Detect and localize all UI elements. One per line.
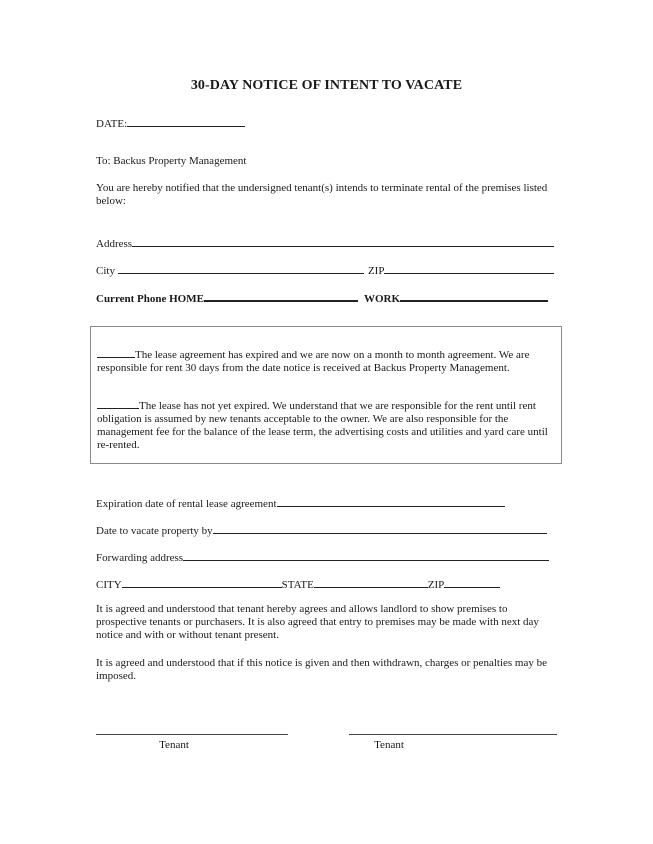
date-row — [96, 116, 245, 131]
expiration-row — [96, 496, 505, 511]
city-label: City — [96, 265, 115, 277]
phone-work-field[interactable] — [400, 290, 548, 302]
fwd-zip-field[interactable] — [444, 577, 500, 588]
date-field[interactable] — [127, 116, 245, 127]
forwarding-field[interactable] — [183, 550, 549, 561]
vacate-field[interactable] — [213, 523, 547, 534]
option-not-expired-checkline[interactable] — [97, 398, 139, 409]
address-field[interactable] — [132, 236, 554, 247]
vacate-row — [96, 523, 547, 538]
addressee-line: To: Backus Property Management — [96, 155, 247, 167]
option-not-expired — [97, 398, 557, 452]
signature-line-2[interactable] — [349, 734, 557, 735]
zip-label: ZIP — [367, 265, 385, 277]
fwd-state-label: STATE — [281, 579, 314, 591]
lease-status-box — [90, 326, 562, 464]
option-not-expired-text: The lease has not yet expired. We understand that we are responsible for the rent until rent obligation is assumed by new tenants acceptable to the owner. We are also responsible for the management fee for the balance of the lease term, the advertising costs and utilities and yard care until re-rented. — [97, 400, 548, 451]
fwd-state-field[interactable] — [314, 577, 428, 588]
option-expired — [97, 347, 557, 375]
document-title: 30-DAY NOTICE OF INTENT TO VACATE — [190, 78, 463, 93]
signature-label-1: Tenant — [159, 739, 189, 751]
fwd-city-label: CITY — [96, 579, 122, 591]
option-expired-text: The lease agreement has expired and we are now on a month to month agreement. We are responsible for rent 30 days from the date notice is received at Backus Property Management. — [97, 349, 530, 374]
agreement-withdrawal-paragraph: It is agreed and understood that if this notice is given and then withdrawn, charges or penalties may be imposed. — [96, 657, 547, 682]
forwarding-city-row — [96, 577, 500, 592]
intro-paragraph: You are hereby notified that the undersigned tenant(s) intends to terminate rental of the premises listed below: — [96, 182, 548, 207]
option-expired-checkline[interactable] — [97, 347, 135, 358]
forwarding-row — [96, 550, 549, 565]
address-row — [96, 236, 554, 251]
signature-label-2: Tenant — [374, 739, 404, 751]
fwd-city-field[interactable] — [122, 577, 282, 588]
phone-row — [96, 290, 548, 306]
fwd-zip-label: ZIP — [427, 579, 445, 591]
expiration-field[interactable] — [277, 496, 505, 507]
vacate-label: Date to vacate property by — [96, 525, 213, 537]
date-label: DATE: — [96, 118, 128, 130]
phone-home-field[interactable] — [204, 290, 358, 302]
phone-work-label: WORK — [363, 293, 401, 305]
agreement-showing-paragraph: It is agreed and understood that tenant hereby agrees and allows landlord to show premises to prospective tenants or purchasers. It is also agreed that entry to premises may be made with next day notice and with or without tenant present. — [96, 603, 539, 641]
phone-home-label: Current Phone HOME — [96, 293, 204, 305]
address-label: Address — [96, 238, 133, 250]
city-field[interactable] — [118, 263, 364, 274]
forwarding-label: Forwarding address — [96, 552, 184, 564]
zip-field[interactable] — [384, 263, 554, 274]
city-zip-row — [96, 263, 554, 278]
expiration-label: Expiration date of rental lease agreement — [96, 498, 277, 510]
signature-line-1[interactable] — [96, 734, 288, 735]
